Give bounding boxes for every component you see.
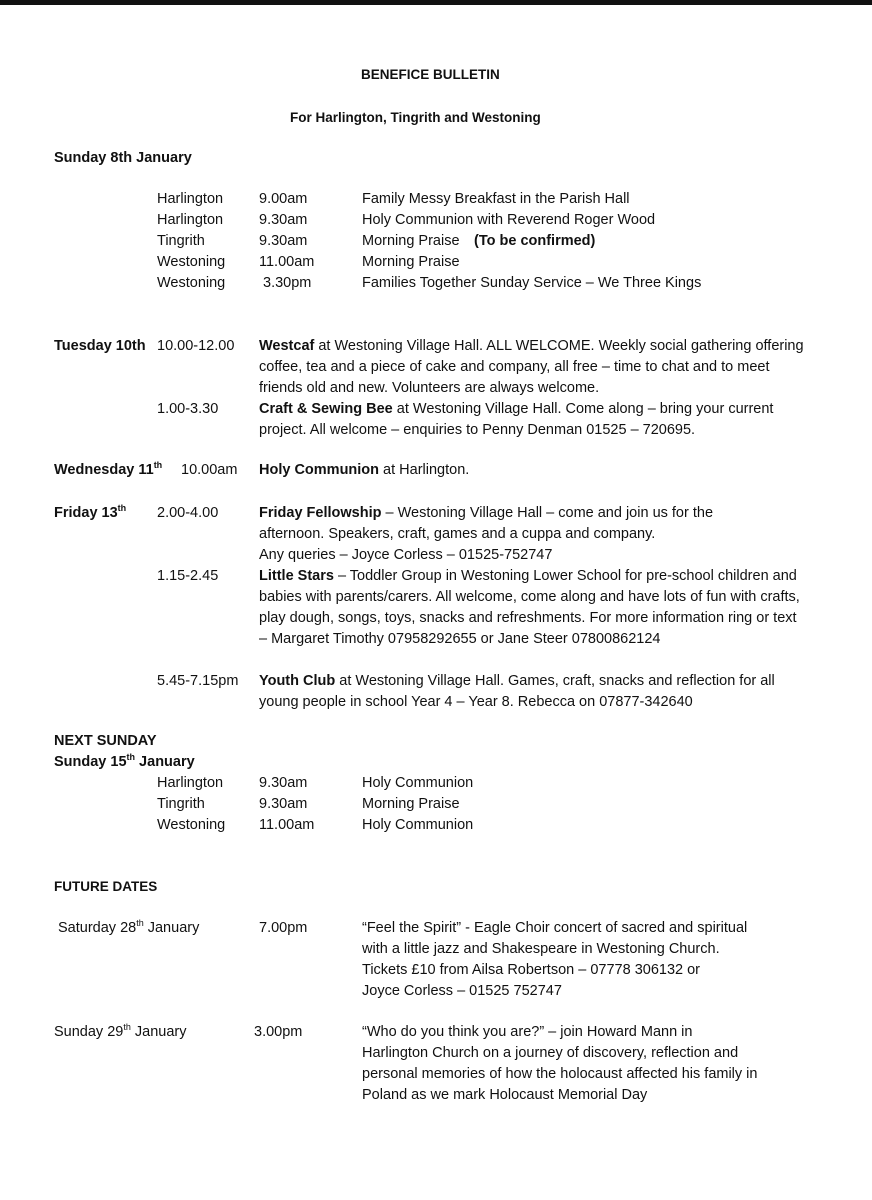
schedule-desc: Holy Communion — [362, 817, 474, 833]
event-time: 2.00-4.00 — [157, 505, 219, 521]
next-sunday-heading: NEXT SUNDAY — [54, 733, 157, 749]
event-little-stars — [259, 566, 804, 650]
schedule-desc: Families Together Sunday Service – We Three Kings — [362, 275, 702, 291]
event-line: Harlington Church on a journey of discovery, reflection and — [362, 1045, 739, 1061]
month-label: January — [130, 1024, 187, 1040]
schedule-desc: Morning Praise — [362, 796, 460, 812]
schedule-place: Westoning — [157, 254, 226, 270]
event-contact: Any queries – Joyce Corless – 01525-752747 — [259, 547, 553, 563]
day-label: Wednesday 11 — [54, 462, 154, 478]
schedule-desc: Morning Praise — [362, 233, 460, 249]
page-subtitle: For Harlington, Tingrith and Westoning — [290, 110, 541, 125]
schedule-place: Tingrith — [157, 796, 205, 812]
day-label: Saturday 28 — [58, 920, 137, 936]
schedule-place: Westoning — [157, 275, 226, 291]
future-event-time: 3.00pm — [254, 1024, 303, 1040]
event-text: at Harlington. — [379, 462, 470, 478]
future-event-time: 7.00pm — [259, 920, 308, 936]
schedule-row — [0, 815, 872, 836]
schedule-desc: Holy Communion with Reverend Roger Wood — [362, 212, 656, 228]
event-text: – Westoning Village Hall – come and join us for the afternoon. Speakers, craft, games and a cuppa and company. — [259, 505, 714, 542]
day-ordinal: th — [126, 752, 136, 763]
day-ordinal: th — [123, 1022, 131, 1033]
future-event-date — [54, 1022, 186, 1043]
schedule-row — [0, 252, 872, 273]
future-event-date — [58, 918, 199, 939]
schedule-row — [0, 210, 872, 231]
schedule-time: 9.30am — [259, 775, 308, 791]
day-ordinal: th — [136, 918, 144, 929]
event-text: at Westoning Village Hall. Games, craft, snacks and reflection for all young people in school Year 4 – Year 8. Rebecca on 07877-342640 — [259, 673, 775, 710]
event-line: “Who do you think you are?” – join Howard Mann in — [362, 1024, 693, 1040]
scan-edge-bar — [0, 0, 872, 5]
event-time: 1.00-3.30 — [157, 401, 219, 417]
schedule-time: 9.30am — [259, 212, 308, 228]
schedule-time: 9.30am — [259, 233, 308, 249]
schedule-desc: Holy Communion — [362, 775, 474, 791]
schedule-row — [0, 273, 872, 294]
event-lead: Holy Communion — [259, 462, 380, 478]
day-label: Sunday 29 — [54, 1024, 124, 1040]
schedule-time: 9.30am — [259, 796, 308, 812]
schedule-time: 9.00am — [259, 191, 308, 207]
event-line: “Feel the Spirit” - Eagle Choir concert of sacred and spiritual — [362, 920, 748, 936]
schedule-row — [0, 189, 872, 210]
event-time: 10.00am — [181, 462, 238, 478]
event-line: Joyce Corless – 01525 752747 — [362, 983, 562, 999]
event-youth-club — [259, 671, 804, 713]
schedule-time: 11.00am — [259, 254, 315, 270]
schedule-row — [0, 231, 872, 252]
month-label: January — [143, 920, 200, 936]
future-dates-heading: FUTURE DATES — [54, 879, 158, 894]
event-lead: Craft & Sewing Bee — [259, 401, 393, 417]
event-line: Tickets £10 from Ailsa Robertson – 07778 306132 or — [362, 962, 700, 978]
friday-heading — [54, 503, 126, 524]
schedule-row — [0, 773, 872, 794]
schedule-note: (To be confirmed) — [474, 233, 596, 249]
event-line: personal memories of how the holocaust affected his family in — [362, 1066, 758, 1082]
event-lead: Youth Club — [259, 673, 336, 689]
event-westcaf — [259, 336, 804, 399]
day-ordinal: th — [117, 503, 127, 514]
schedule-time: 11.00am — [259, 817, 315, 833]
schedule-place: Harlington — [157, 775, 224, 791]
schedule-row — [0, 794, 872, 815]
event-friday-fellowship — [259, 503, 759, 566]
event-text: at Westoning Village Hall. ALL WELCOME. Weekly social gathering offering coffee, tea and a piece of cake and company, all free – time to chat and to meet friends old and new. Volunteers are always welcome. — [259, 338, 804, 396]
day-ordinal: th — [153, 460, 163, 471]
event-text: – Toddler Group in Westoning Lower School for pre-school children and babies with parents/carers. All welcome, come along and have lots of fun with crafts, play dough, songs, toys, snacks and refreshments. For more information ring or text – Margaret Timothy 07958292655 or Jane Steer 07800862124 — [259, 568, 800, 647]
day-label: Sunday 15 — [54, 754, 127, 770]
day-label: Friday 13 — [54, 505, 118, 521]
event-line: Poland as we mark Holocaust Memorial Day — [362, 1087, 648, 1103]
event-time: 1.15-2.45 — [157, 568, 219, 584]
event-lead: Westcaf — [259, 338, 315, 354]
event-lead: Friday Fellowship — [259, 505, 382, 521]
event-line: with a little jazz and Shakespeare in Westoning Church. — [362, 941, 720, 957]
schedule-desc: Morning Praise — [362, 254, 460, 270]
next-sunday-date — [54, 752, 195, 773]
event-craft-sewing-bee — [259, 399, 804, 441]
schedule-time: 3.30pm — [263, 275, 312, 291]
event-time: 10.00-12.00 — [157, 338, 235, 354]
sunday-8-heading: Sunday 8th January — [54, 150, 192, 166]
event-holy-communion — [259, 460, 469, 481]
event-text: at Westoning Village Hall. Come along – bring your current project. All welcome – enquiries to Penny Denman 01525 – 720695. — [259, 401, 774, 438]
schedule-place: Harlington — [157, 212, 224, 228]
tuesday-heading: Tuesday 10th — [54, 338, 146, 354]
event-lead: Little Stars — [259, 568, 334, 584]
event-time: 5.45-7.15pm — [157, 673, 239, 689]
month-label: January — [135, 754, 195, 770]
wednesday-heading — [54, 460, 162, 481]
schedule-place: Westoning — [157, 817, 226, 833]
page-title: BENEFICE BULLETIN — [361, 67, 500, 82]
schedule-place: Tingrith — [157, 233, 205, 249]
schedule-desc: Family Messy Breakfast in the Parish Hall — [362, 191, 630, 207]
schedule-place: Harlington — [157, 191, 224, 207]
